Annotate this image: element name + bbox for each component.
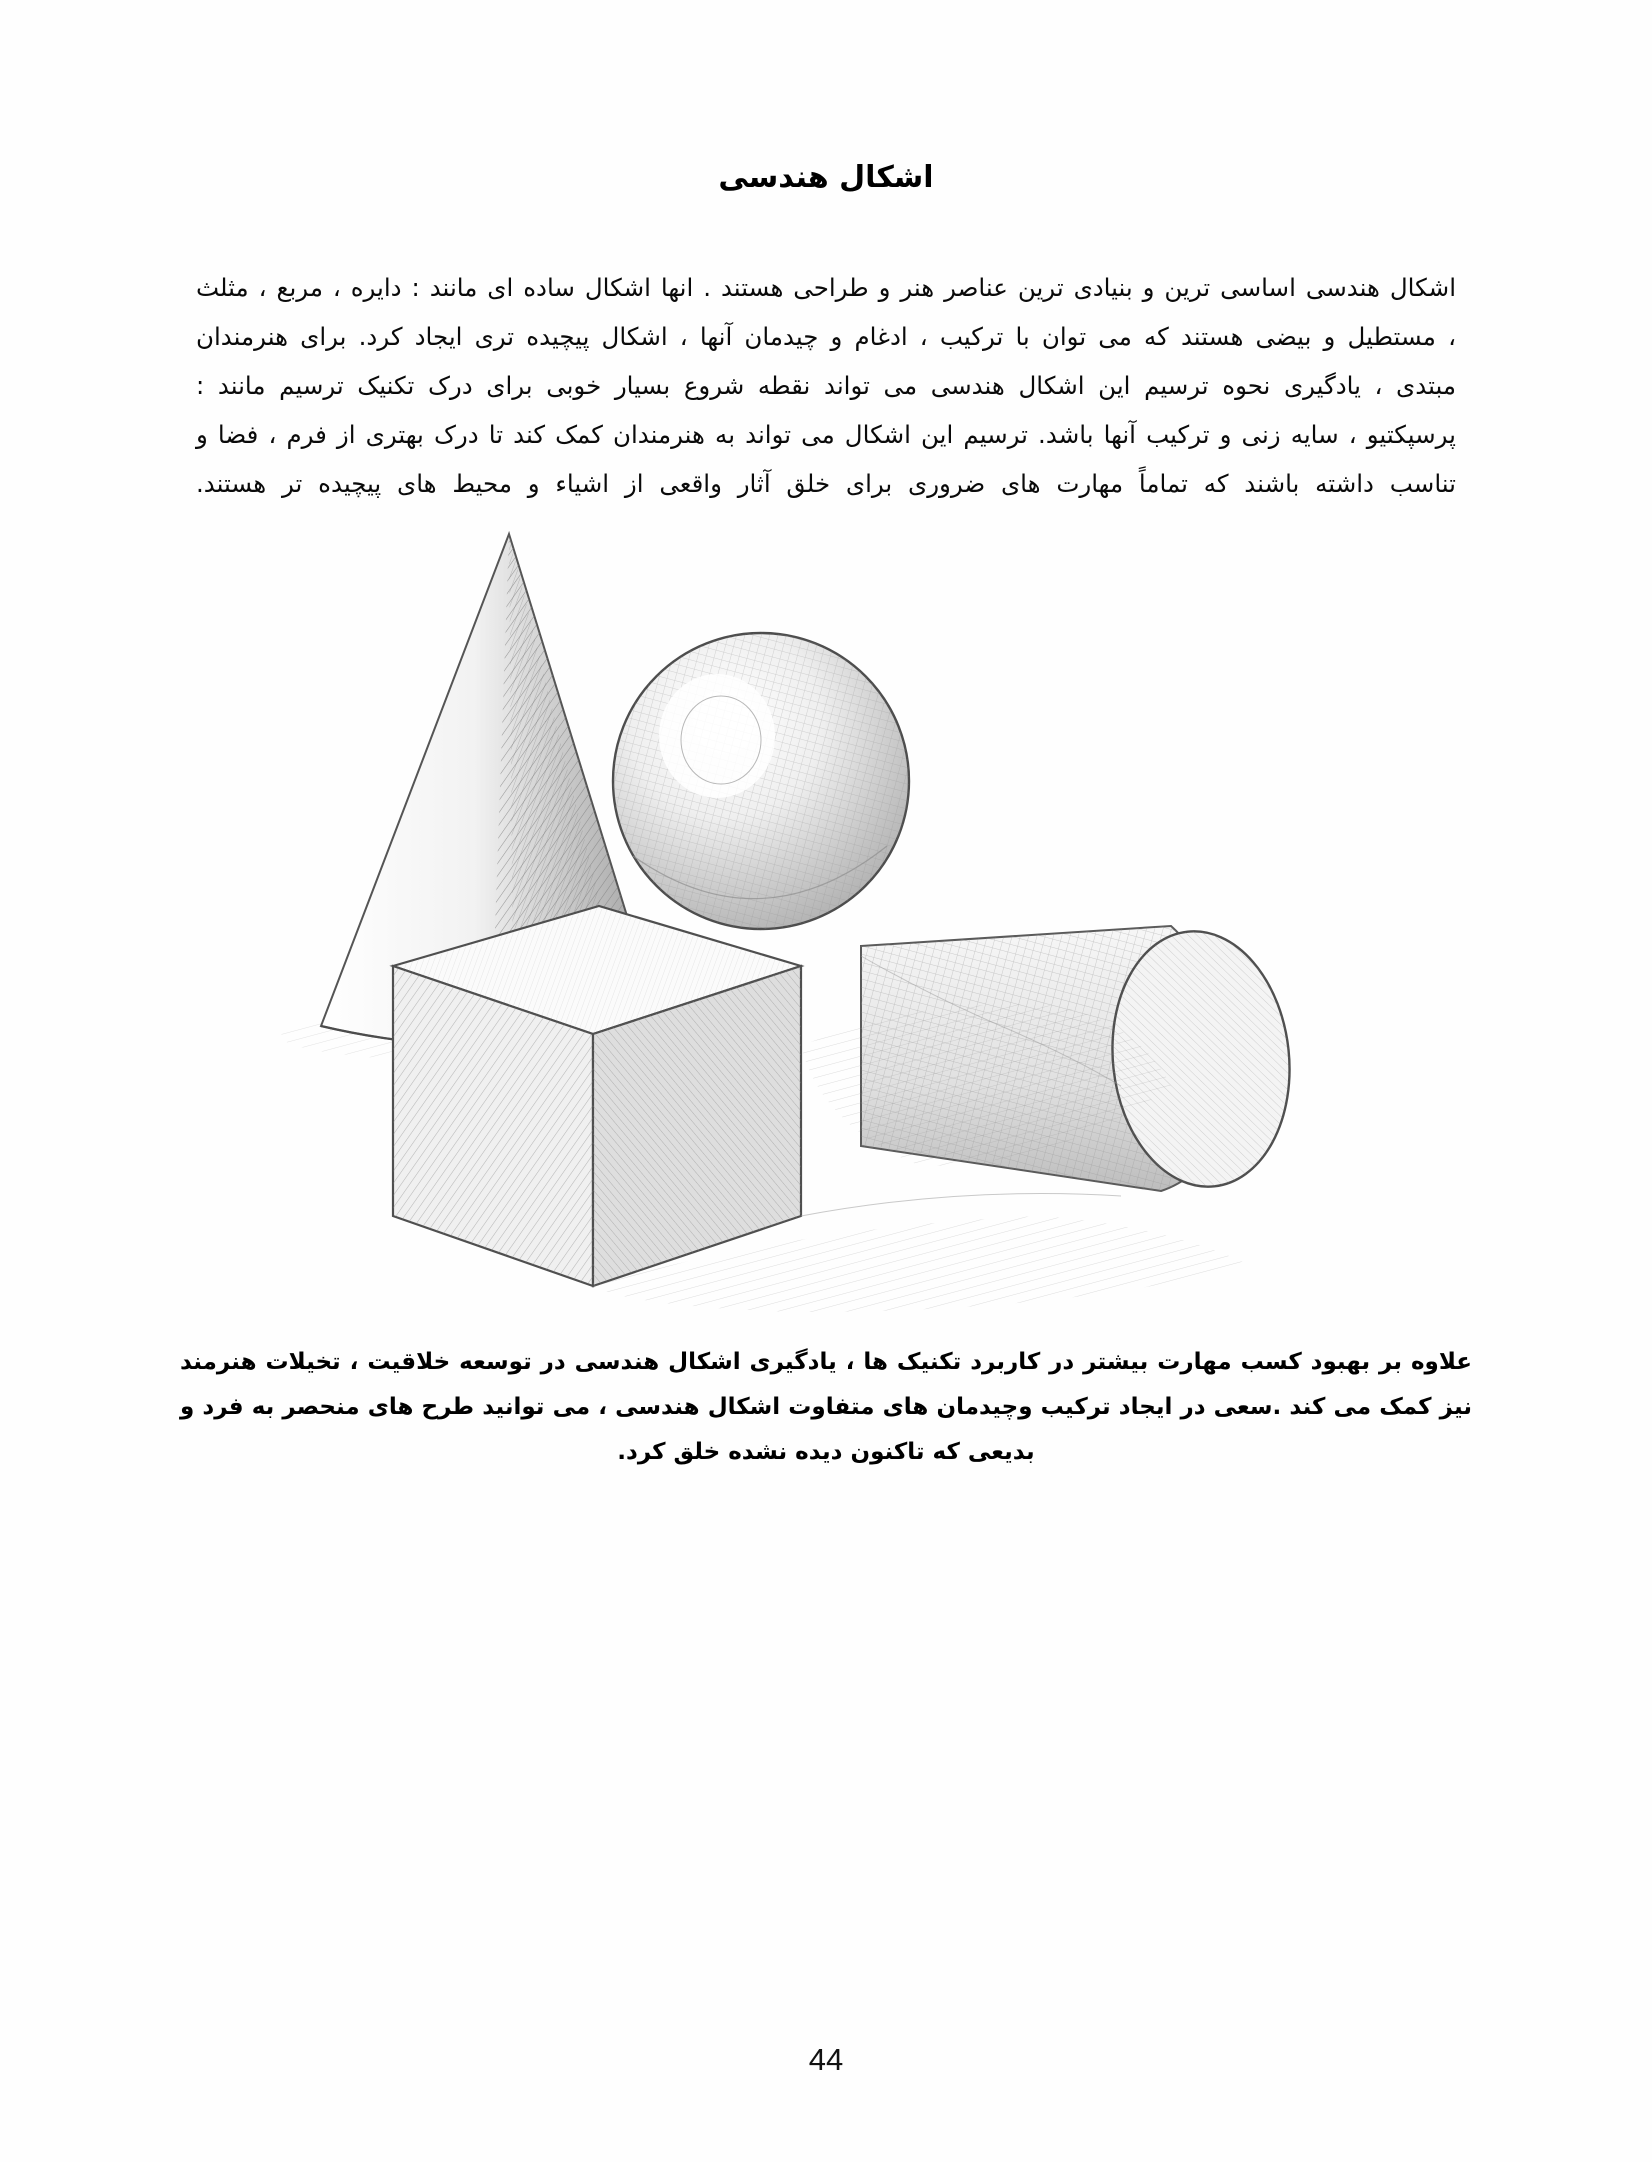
shape-sphere [613, 633, 909, 929]
body-paragraph: اشکال هندسی اساسی ترین و بنیادی ترین عناصر هنر و طراحی هستند . انها اشکال ساده ای مانند : دایره ، مربع ، مثلث ، مستطیل و بیضی هستند که می توان با ترکیب ، ادغام و چیدمان آنها ، اشکال پیچیده تری ایجاد کرد. برای هنرمندان مبتدی ، یادگیری نحوه ترسیم این اشکال هندسی می تواند نقطه شروع بسیار خوبی برای درک تکنیک ترسیم مانند : پرسپکتیو ، سایه زنی و ترکیب آنها باشد. ترسیم این اشکال می تواند به هنرمندان کمک کند تا درک بهتری از فرم ، فضا و تناسب داشته باشند که تماماً مهارت های ضروری برای خلق آثار واقعی از اشیاء و محیط های پیچیده تر هستند. [196, 273, 1456, 498]
shape-cube [393, 906, 801, 1286]
page-number: 44 [808, 2042, 844, 2077]
figure-geometric-solids [161, 526, 1491, 1316]
page-title: اشکال هندسی [718, 160, 934, 195]
figure-caption: علاوه بر بهبود کسب مهارت بیشتر در کاربرد تکنیک ها ، یادگیری اشکال هندسی در توسعه خلاقیت ، تخیلات هنرمند نیز کمک می کند .سعی در ایجاد ترکیب وچیدمان های متفاوت اشکال هندسی ، می توانید طرح های منحصر به فرد و بدیعی که تاکنون دیده نشده خلق کرد. [180, 1349, 1472, 1465]
